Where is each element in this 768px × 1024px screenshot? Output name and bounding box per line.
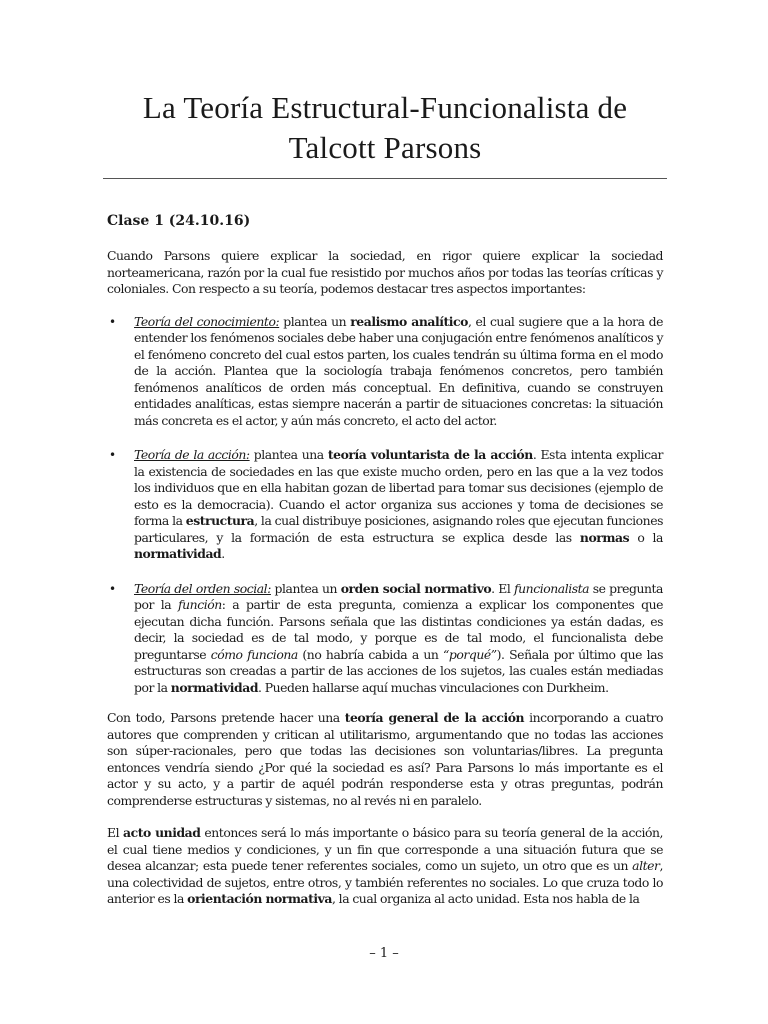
list-item-accion: • Teoría de la acción: plantea una teoría voluntarista de la acción. Esta intenta explicar la existencia de sociedades en las que existe mucho orden, pero en las que a la vez todos los individuos que en ella habitan gozan de libertad para tomar sus decisiones (ejemplo de esto es la democracia). Cuando el actor organiza sus acciones y toma de decisiones se forma la estructura, la cual distribuye posiciones, asignando roles que ejecutan funciones particulares, y la formación de esta estructura se explica desde las normas o la normatividad. — [107, 447, 663, 563]
list-item-conocimiento: • Teoría del conocimiento: plantea un realismo analítico, el cual sugiere que a la hora de entender los fenómenos sociales debe haber una conjugación entre fenómenos analíticos y el fenómeno concreto del cual estos parten, los cuales tendrán su última forma en el modo de la acción. Plantea que la sociología trabaja fenómenos concretos, pero también fenómenos analíticos de orden más conceptual. En definitiva, cuando se construyen entidades analíticas, estas siempre nacerán a partir de situaciones concretas: la situación más concreta es el actor, y aún más concreto, el acto del actor. — [107, 314, 663, 430]
document-page — [107, 88, 663, 908]
section-heading: Clase 1 (24.10.16) — [107, 213, 251, 229]
title-line-2: Talcott Parsons — [288, 130, 482, 165]
intro-paragraph: Cuando Parsons quiere explicar la sociedad, en rigor quiere explicar la sociedad norteamericana, razón por la cual fue resistido por muchos años por todas las teorías críticas y coloniales. Con respecto a su teoría, podemos destacar tres aspectos importantes: — [107, 248, 663, 296]
paragraph-acto-unidad: El acto unidad entonces será lo más importante o básico para su teoría general de la acción, el cual tiene medios y condiciones, y un fin que corresponde a una situación futura que se desea alcanzar; esta puede tener referentes sociales, como un sujeto, un otro que es un alter, una colectividad de sujetos, entre otros, y también referentes no sociales. Lo que cruza todo lo anterior es la orientación normativa, la cual organiza al acto unidad. Esta nos habla de la — [107, 825, 663, 906]
term-accion: Teoría de la acción: — [134, 447, 250, 462]
paragraph-teoria-general: Con todo, Parsons pretende hacer una teoría general de la acción incorporando a cuatro autores que comprenden y critican al utilitarismo, argumentando que no todas las acciones son súper-racionales, pero que todas las decisiones son voluntarias/libres. La pregunta entonces vendría siendo ¿Por qué la sociedad es así? Para Parsons lo más importante es el actor y su acto, y a partir de aquél podrán responderse esta y otras preguntas, podrán comprenderse estructuras y sistemas, no al revés ni en paralelo. — [107, 710, 663, 808]
document-title — [107, 88, 663, 168]
term-orden-social: Teoría del orden social: — [134, 580, 271, 596]
title-line-1: La Teoría Estructural-Funcionalista de — [142, 90, 628, 125]
title-divider — [103, 178, 667, 179]
term-conocimiento: Teoría del conocimiento: — [134, 313, 280, 329]
list-item-orden-social: • Teoría del orden social: plantea un orden social normativo. El funcionalista se pregunta por la función: a partir de esta pregunta, comienza a explicar los componentes que ejecutan dicha función. Parsons señala que las distintas condiciones ya están dadas, es decir, la sociedad es de tal modo, y porque es de tal modo, el funcionalista debe preguntarse cómo funciona (no habría cabida a un “porqué”). Señala por último que las estructuras son creadas a partir de las acciones de los sujetos, las cuales están mediadas por la normatividad. Pueden hallarse aquí muchas vinculaciones con Durkheim. — [107, 581, 663, 697]
page-number: – 1 – — [369, 946, 399, 961]
aspects-list — [107, 314, 663, 697]
